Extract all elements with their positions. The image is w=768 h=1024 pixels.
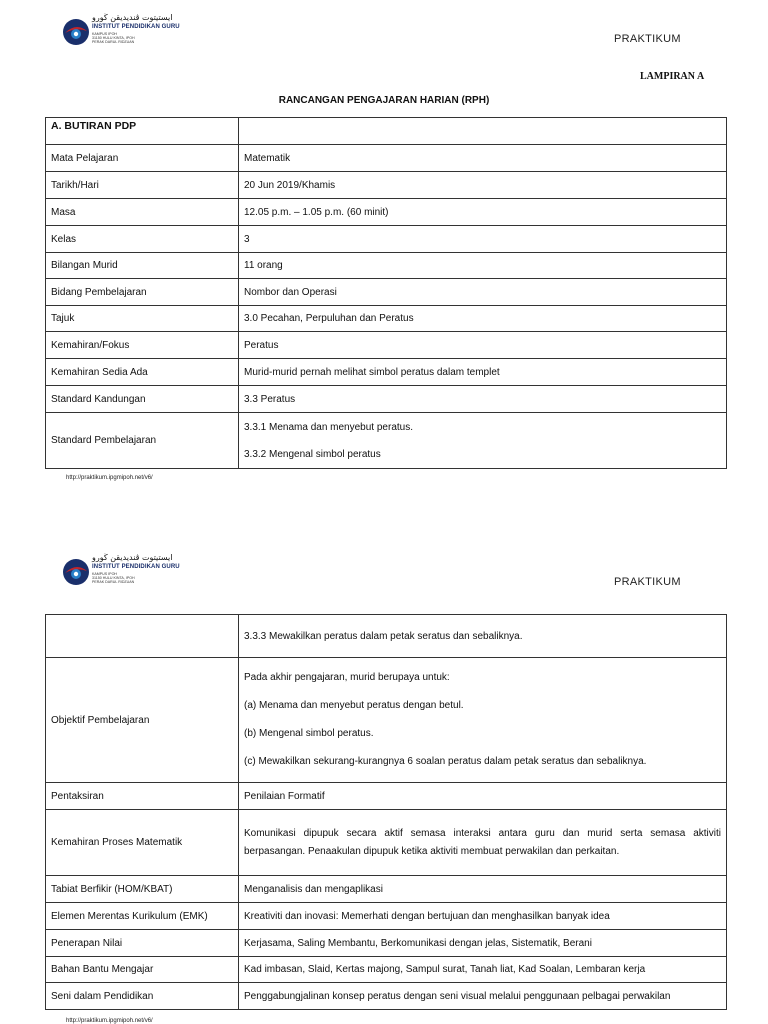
row-value: Penggabungjalinan konsep peratus dengan seni visual melalui penggunaan pelbagai perwakilan	[239, 983, 727, 1010]
praktikum-label: PRAKTIKUM	[614, 576, 681, 588]
document-title: RANCANGAN PENGAJARAN HARIAN (RPH)	[278, 95, 490, 106]
row-label: Bilangan Murid	[46, 253, 239, 279]
row-label: Tajuk	[46, 306, 239, 332]
row-value: 11 orang	[239, 253, 727, 279]
row-value: Nombor dan Operasi	[239, 279, 727, 306]
objective-item: (b) Mengenal simbol peratus.	[244, 728, 374, 739]
standard-item: 3.3.2 Mengenal simbol peratus	[244, 448, 381, 460]
table-row	[46, 957, 727, 983]
row-value: Matematik	[239, 145, 727, 172]
table-row	[46, 226, 727, 253]
row-value: Penilaian Formatif	[239, 783, 727, 810]
rph-details-table	[45, 117, 727, 469]
row-label: Masa	[46, 199, 239, 226]
table-row	[46, 253, 727, 279]
logo-address: KAMPUS IPOH 31150 HULU KINTA, IPOH PERAK DARUL RIDZUAN	[92, 572, 135, 585]
row-label: Pentaksiran	[46, 783, 239, 810]
row-value: Menganalisis dan mengaplikasi	[239, 876, 727, 903]
objective-item: (a) Menama dan menyebut peratus dengan betul.	[244, 700, 464, 711]
rph-details-table-continued	[45, 614, 727, 1010]
logo-institute-name: INSTITUT PENDIDIKAN GURU	[92, 24, 180, 30]
row-label: Kemahiran Proses Matematik	[46, 810, 239, 876]
logo-jawi-text: ايستيتوت ڤنديديقن ڬورو	[92, 553, 173, 562]
table-row	[46, 145, 727, 172]
table-row	[46, 658, 727, 783]
table-row	[46, 783, 727, 810]
row-label: Penerapan Nilai	[46, 930, 239, 957]
logo-institute-name: INSTITUT PENDIDIKAN GURU	[92, 564, 180, 570]
table-row	[46, 386, 727, 413]
objective-item: (c) Mewakilkan sekurang-kurangnya 6 soalan peratus dalam petak seratus dan sebaliknya.	[244, 756, 647, 767]
row-label: Kemahiran Sedia Ada	[46, 359, 239, 386]
logo-jawi-text: ايستيتوت ڤنديديقن ڬورو	[92, 13, 173, 22]
row-value: Peratus	[239, 332, 727, 359]
row-label	[46, 615, 239, 658]
ipg-logo	[62, 13, 180, 54]
section-header-row	[46, 118, 727, 145]
row-value: 3.0 Pecahan, Perpuluhan dan Peratus	[239, 306, 727, 332]
row-label: Kelas	[46, 226, 239, 253]
table-row	[46, 930, 727, 957]
row-label: Standard Pembelajaran	[46, 413, 239, 469]
row-label: Tarikh/Hari	[46, 172, 239, 199]
table-row	[46, 413, 727, 469]
row-value	[239, 658, 727, 783]
row-value: Komunikasi dipupuk secara aktif semasa interaksi antara guru dan murid serta semasa aktiviti berpasangan. Penaakulan dipupuk ketika aktiviti membuat perwakilan dan perkaitan.	[239, 810, 727, 876]
row-value: 3.3.3 Mewakilkan peratus dalam petak seratus dan sebaliknya.	[239, 615, 727, 658]
row-value: Kad imbasan, Slaid, Kertas majong, Sampul surat, Tanah liat, Kad Soalan, Lembaran kerja	[239, 957, 727, 983]
standard-item: 3.3.1 Menama dan menyebut peratus.	[244, 421, 413, 433]
table-row	[46, 199, 727, 226]
table-row	[46, 903, 727, 930]
table-row	[46, 332, 727, 359]
row-label: Elemen Merentas Kurikulum (EMK)	[46, 903, 239, 930]
table-row	[46, 359, 727, 386]
row-label: Bidang Pembelajaran	[46, 279, 239, 306]
row-label: Kemahiran/Fokus	[46, 332, 239, 359]
table-row	[46, 279, 727, 306]
row-value: Murid-murid pernah melihat simbol peratus dalam templet	[239, 359, 727, 386]
table-row	[46, 876, 727, 903]
row-label: Seni dalam Pendidikan	[46, 983, 239, 1010]
ipg-logo	[62, 553, 180, 594]
row-value: 12.05 p.m. – 1.05 p.m. (60 minit)	[239, 199, 727, 226]
table-row	[46, 306, 727, 332]
footer-url: http://praktikum.ipgmipoh.net/v6/	[66, 1018, 153, 1024]
row-value: Kreativiti dan inovasi: Memerhati dengan bertujuan dan menghasilkan banyak idea	[239, 903, 727, 930]
footer-url: http://praktikum.ipgmipoh.net/v6/	[66, 475, 153, 481]
lampiran-label: LAMPIRAN A	[640, 71, 705, 82]
logo-address: KAMPUS IPOH 31150 HULU KINTA, IPOH PERAK DARUL RIDZUAN	[92, 32, 135, 45]
row-label: Standard Kandungan	[46, 386, 239, 413]
row-value: Kerjasama, Saling Membantu, Berkomunikasi dengan jelas, Sistematik, Berani	[239, 930, 727, 957]
ipg-emblem-icon	[62, 18, 90, 46]
row-value: 3.3 Peratus	[239, 386, 727, 413]
document-page-2	[0, 538, 768, 1024]
row-value: 3	[239, 226, 727, 253]
row-value: 20 Jun 2019/Khamis	[239, 172, 727, 199]
row-label: Tabiat Berfikir (HOM/KBAT)	[46, 876, 239, 903]
table-row	[46, 810, 727, 876]
row-label: Objektif Pembelajaran	[46, 658, 239, 783]
table-row	[46, 983, 727, 1010]
row-label: Bahan Bantu Mengajar	[46, 957, 239, 983]
table-row	[46, 172, 727, 199]
praktikum-label: PRAKTIKUM	[614, 33, 681, 45]
ipg-emblem-icon	[62, 558, 90, 586]
section-header-cell: A. BUTIRAN PDP	[46, 118, 239, 145]
table-row	[46, 615, 727, 658]
row-value	[239, 413, 727, 469]
row-label: Mata Pelajaran	[46, 145, 239, 172]
objective-intro: Pada akhir pengajaran, murid berupaya untuk:	[244, 672, 450, 683]
